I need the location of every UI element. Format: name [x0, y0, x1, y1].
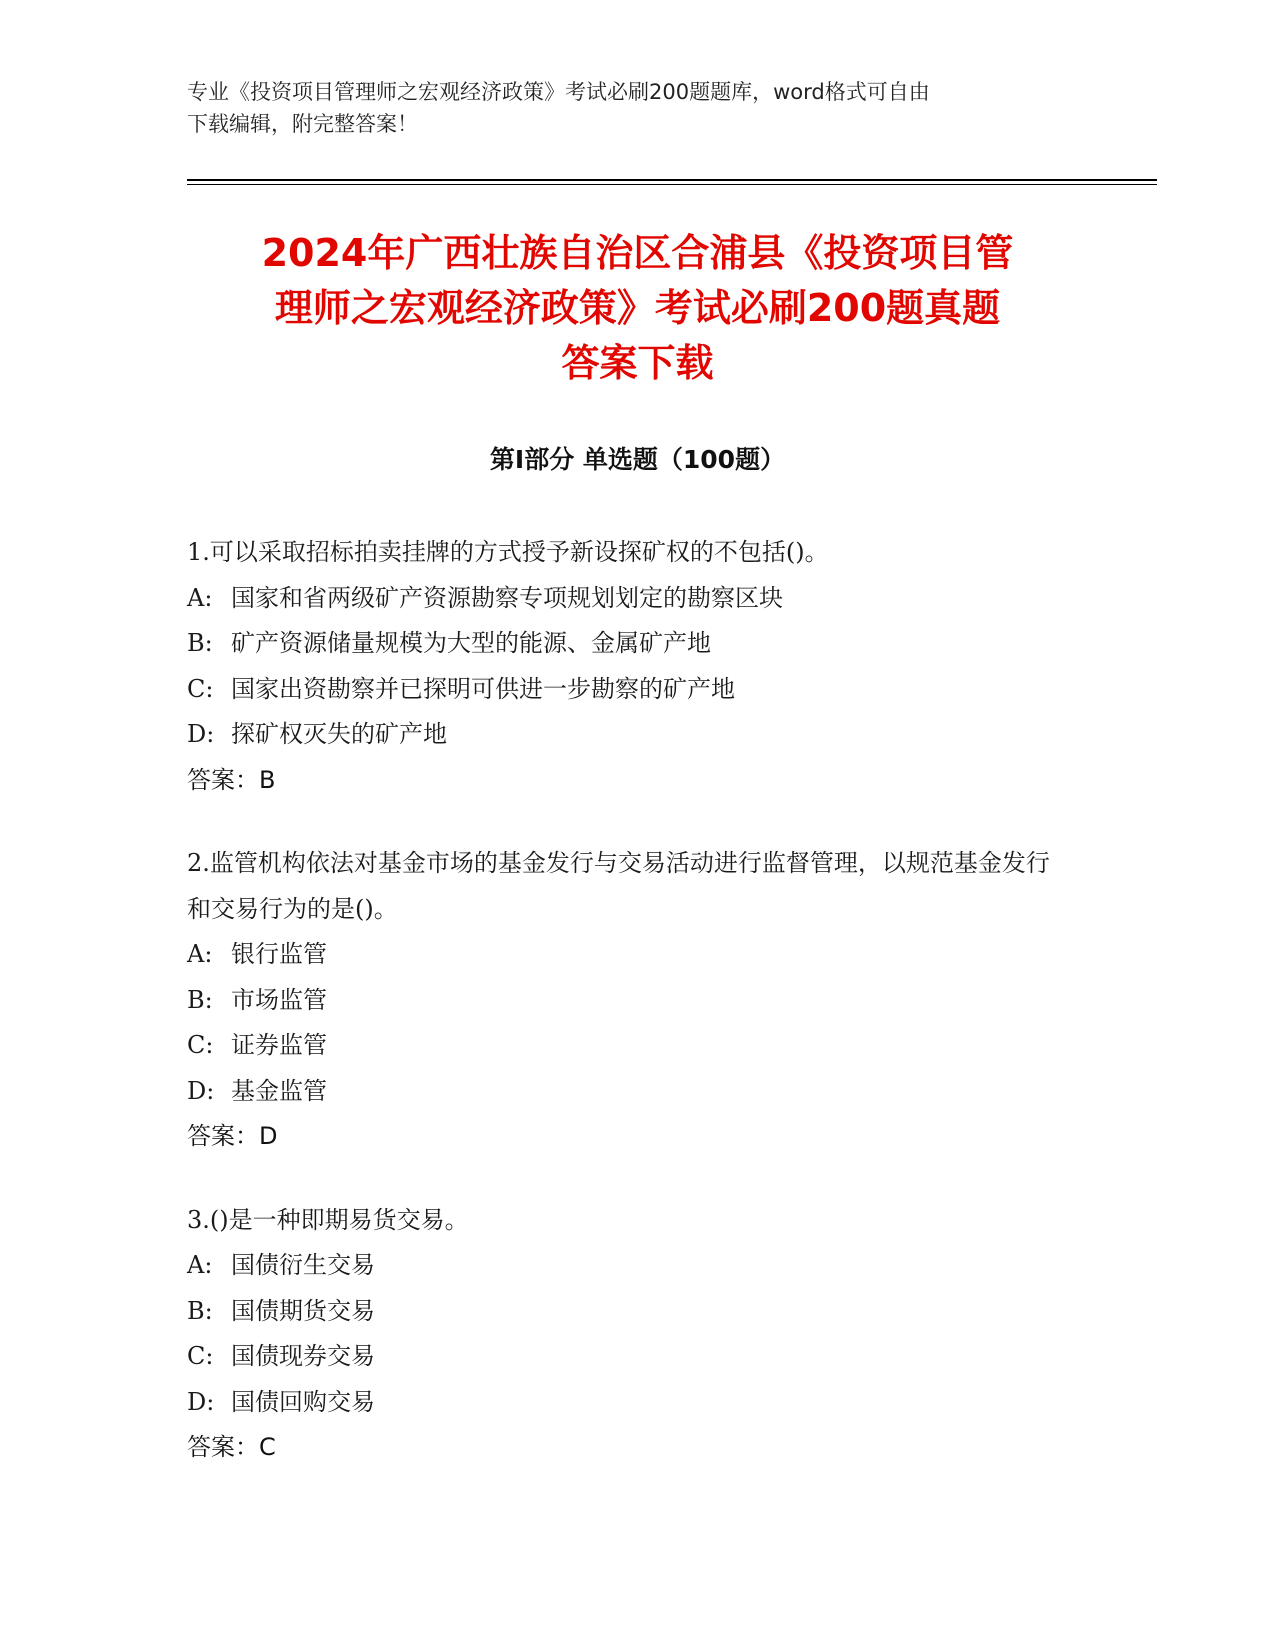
question-3 — [187, 1198, 1067, 1471]
answer: 答案：D — [187, 1122, 278, 1150]
question-stem: 1.可以采取招标拍卖挂牌的方式授予新设探矿权的不包括()。 — [187, 538, 829, 566]
option-text: 银行监管 — [231, 940, 327, 968]
option-letter: A: — [187, 940, 213, 968]
option-text: 证券监管 — [231, 1031, 327, 1059]
option-letter: C: — [187, 674, 214, 703]
document-title-line1: 2024年广西壮族自治区合浦县《投资项目管 — [261, 231, 1014, 275]
option-text: 国家和省两级矿产资源勘察专项规划划定的勘察区块 — [231, 583, 783, 612]
question-2 — [187, 841, 1067, 1160]
option-d — [187, 712, 1067, 758]
option-a — [187, 932, 1067, 978]
option-text: 市场监管 — [231, 985, 327, 1014]
option-letter: C: — [187, 1342, 214, 1370]
option-text: 国债期货交易 — [231, 1296, 375, 1325]
document-title-line3: 答案下载 — [561, 341, 714, 385]
option-letter: D: — [187, 1076, 215, 1105]
option-text: 探矿权灭失的矿产地 — [231, 720, 447, 748]
option-d — [187, 1380, 1067, 1426]
option-letter: B: — [187, 629, 213, 657]
option-text: 基金监管 — [231, 1076, 327, 1105]
option-d — [187, 1069, 1067, 1115]
header-note-line2: 下载编辑，附完整答案！ — [187, 112, 418, 136]
option-letter: D: — [187, 720, 215, 748]
option-b — [187, 1289, 1067, 1335]
question-list — [187, 530, 1067, 1509]
option-c — [187, 1334, 1067, 1380]
answer: 答案：B — [187, 765, 276, 794]
option-a — [187, 1243, 1067, 1289]
option-b — [187, 978, 1067, 1024]
option-letter: B: — [187, 985, 213, 1014]
option-a — [187, 576, 1067, 622]
header-note-line1: 专业《投资项目管理师之宏观经济政策》考试必刷200题题库，word格式可自由 — [187, 80, 930, 104]
option-text: 国债衍生交易 — [231, 1251, 375, 1279]
option-letter: C: — [187, 1031, 214, 1059]
document-title — [180, 226, 1095, 391]
header-note — [187, 76, 1087, 140]
answer: 答案：C — [187, 1433, 276, 1461]
option-c — [187, 1023, 1067, 1069]
question-stem: 3.()是一种即期易货交易。 — [187, 1205, 469, 1234]
option-letter: D: — [187, 1387, 215, 1416]
header-divider-thick — [187, 179, 1157, 181]
option-text: 矿产资源储量规模为大型的能源、金属矿产地 — [231, 629, 711, 657]
option-b — [187, 621, 1067, 667]
question-1 — [187, 530, 1067, 803]
section-title: 第Ⅰ部分 单选题（100题） — [489, 445, 786, 474]
option-letter: A: — [187, 1251, 213, 1279]
option-text: 国家出资勘察并已探明可供进一步勘察的矿产地 — [231, 674, 735, 703]
option-text: 国债回购交易 — [231, 1387, 375, 1416]
option-c — [187, 667, 1067, 713]
header-divider-thin — [187, 184, 1157, 185]
option-text: 国债现券交易 — [231, 1342, 375, 1370]
question-stem: 2.监管机构依法对基金市场的基金发行与交易活动进行监督管理，以规范基金发行和交易行为的是()。 — [187, 849, 1050, 923]
document-title-line2: 理师之宏观经济政策》考试必刷200题真题 — [274, 286, 1001, 330]
option-letter: B: — [187, 1296, 213, 1325]
option-letter: A: — [187, 583, 213, 612]
